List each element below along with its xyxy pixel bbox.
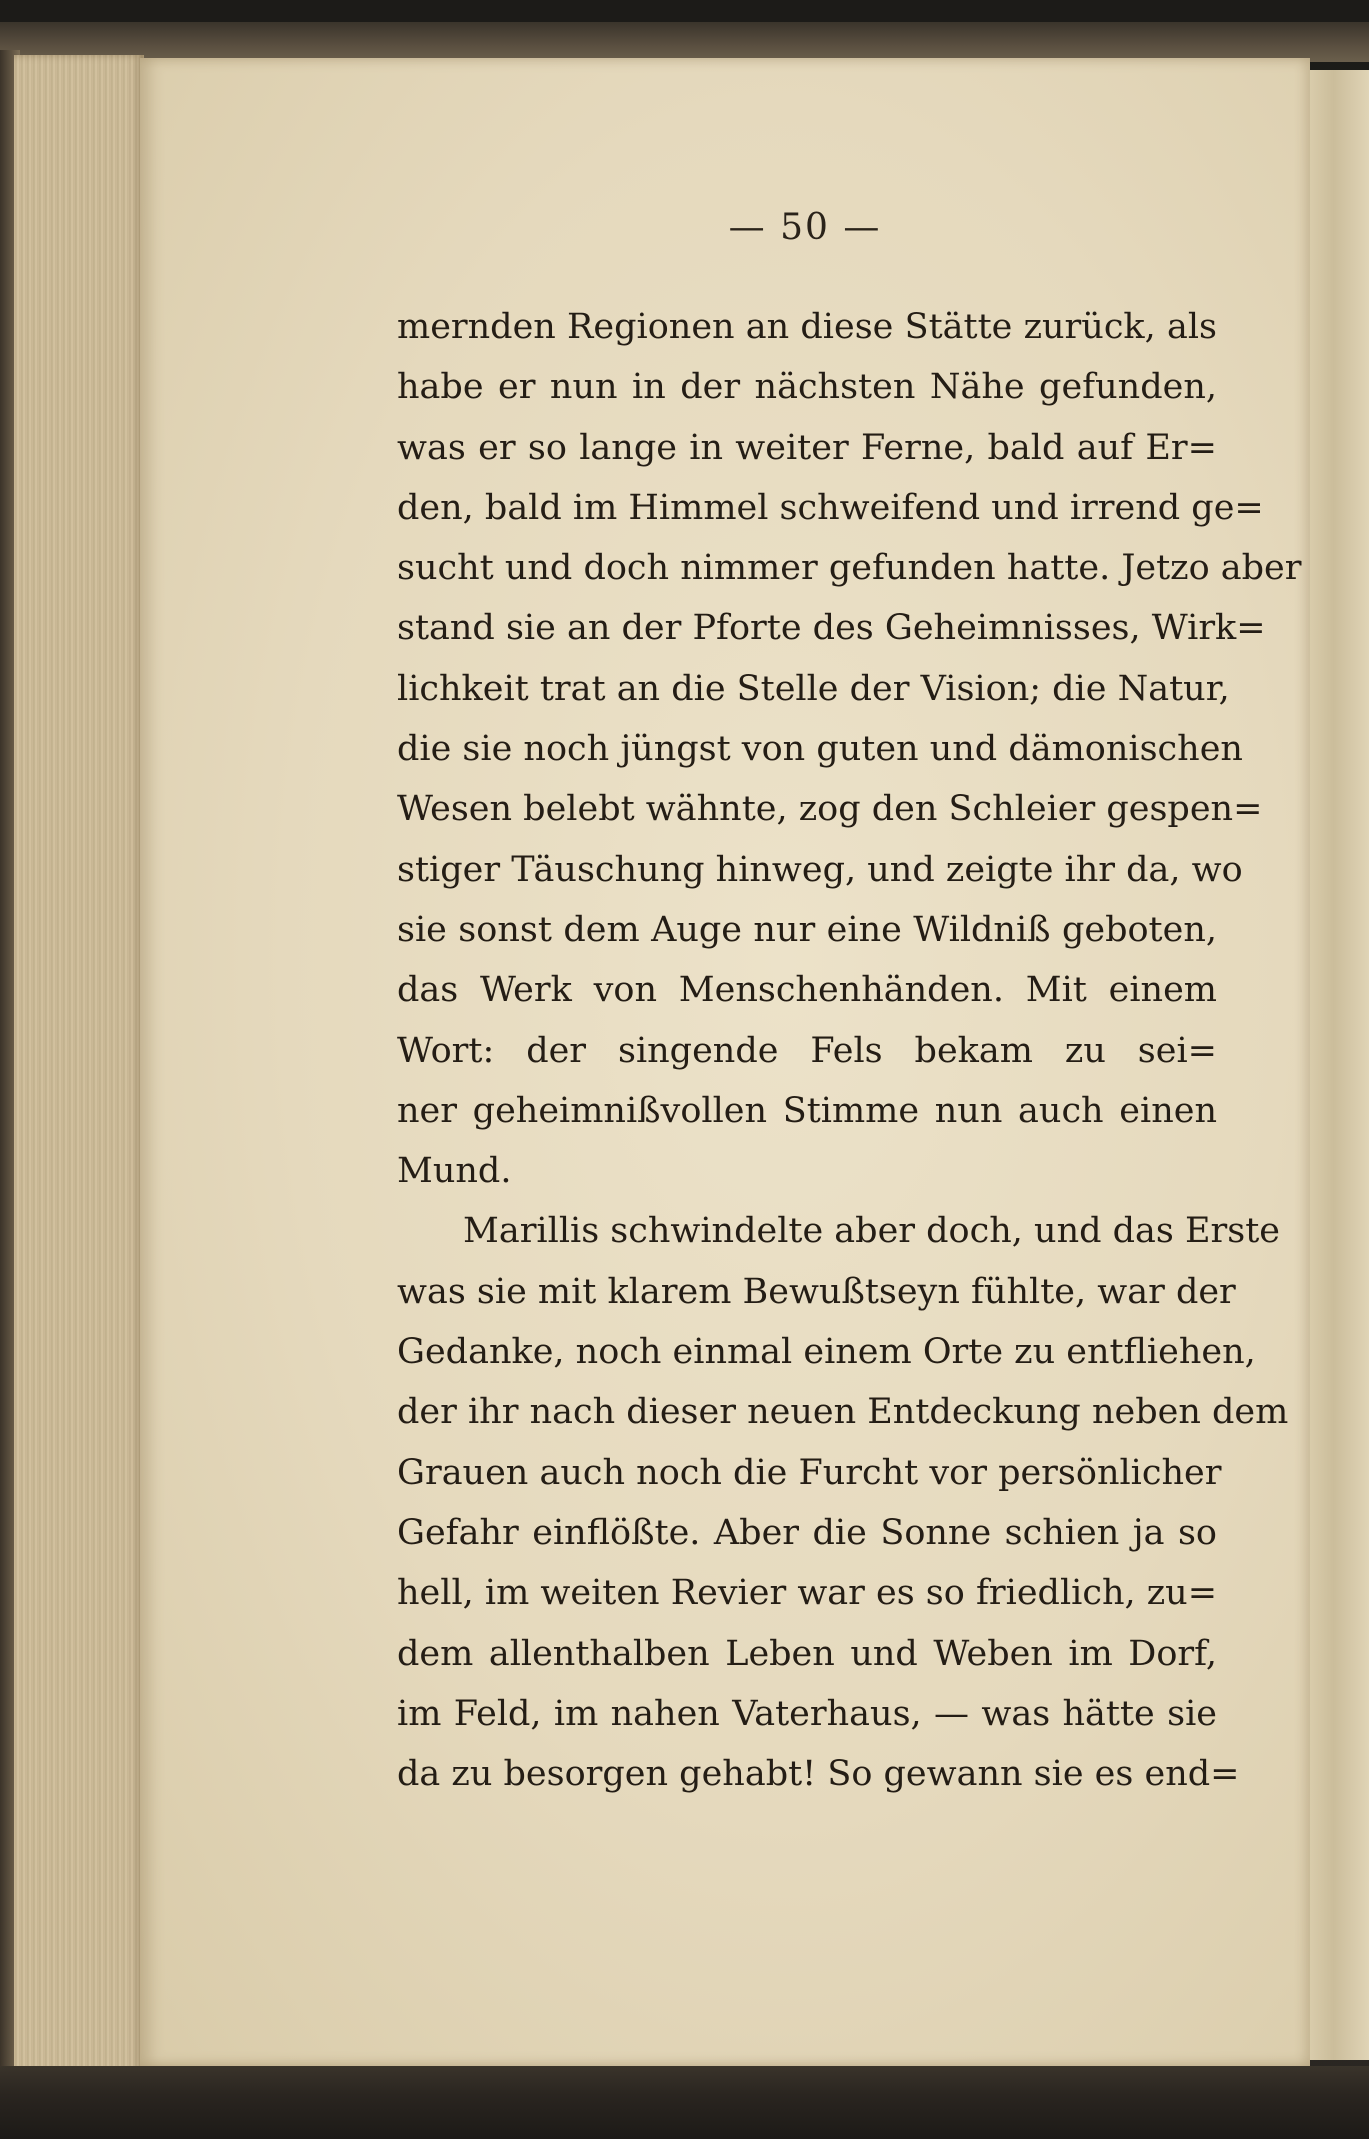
- text-line: Marillis schwindelte aber doch, und das Erste: [463, 1211, 1281, 1252]
- text-line: sucht und doch nimmer gefunden hatte. Jetzo aber: [397, 548, 1302, 589]
- page-edges-left: [14, 55, 144, 2075]
- text-line: im Feld, im nahen Vaterhaus, — was hätte sie: [397, 1693, 1217, 1734]
- text-line: stand sie an der Pforte des Geheimnisses, Wirk=: [397, 608, 1266, 649]
- text-line: dem allenthalben Leben und Weben im Dorf,: [397, 1633, 1217, 1674]
- text-line: die sie noch jüngst von guten und dämonischen: [397, 729, 1243, 770]
- page-number: — 50 —: [728, 207, 882, 248]
- text-line: Gedanke, noch einmal einem Orte zu entfliehen,: [397, 1332, 1256, 1373]
- text-line: hell, im weiten Revier war es so friedlich, zu=: [397, 1573, 1218, 1614]
- book-cover-bottom: [0, 2066, 1369, 2139]
- text-line: habe er nun in der nächsten Nähe gefunden,: [397, 367, 1217, 408]
- text-line: lichkeit trat an die Stelle der Vision; die Natur,: [397, 668, 1230, 709]
- body-text: [397, 297, 1302, 1804]
- page-edges-right: [1310, 70, 1369, 2060]
- text-line: was er so lange in weiter Ferne, bald auf Er=: [397, 427, 1217, 468]
- text-line: den, bald im Himmel schweifend und irrend ge=: [397, 487, 1264, 528]
- text-line: stiger Täuschung hinweg, und zeigte ihr da, wo: [397, 849, 1243, 890]
- text-line: das Werk von Menschenhänden. Mit einem: [397, 970, 1217, 1011]
- text-line: was sie mit klarem Bewußtseyn fühlte, war der: [397, 1271, 1236, 1312]
- text-line: der ihr nach dieser neuen Entdeckung neben dem: [397, 1392, 1289, 1433]
- book-cover-top: [0, 22, 1369, 62]
- text-line: Gefahr einflößte. Aber die Sonne schien ja so: [397, 1512, 1217, 1553]
- text-line: da zu besorgen gehabt! So gewann sie es end=: [397, 1754, 1240, 1795]
- text-line: mernden Regionen an diese Stätte zurück, als: [397, 307, 1217, 347]
- text-line: Wort: der singende Fels bekam zu sei=: [397, 1030, 1217, 1071]
- text-line: sie sonst dem Auge nur eine Wildniß geboten,: [397, 909, 1217, 950]
- text-line: Wesen belebt wähnte, zog den Schleier gespen=: [397, 789, 1263, 830]
- text-line: ner geheimnißvollen Stimme nun auch einen: [397, 1090, 1217, 1131]
- text-line: Grauen auch noch die Furcht vor persönlicher: [397, 1452, 1222, 1493]
- text-line: Mund.: [397, 1151, 512, 1192]
